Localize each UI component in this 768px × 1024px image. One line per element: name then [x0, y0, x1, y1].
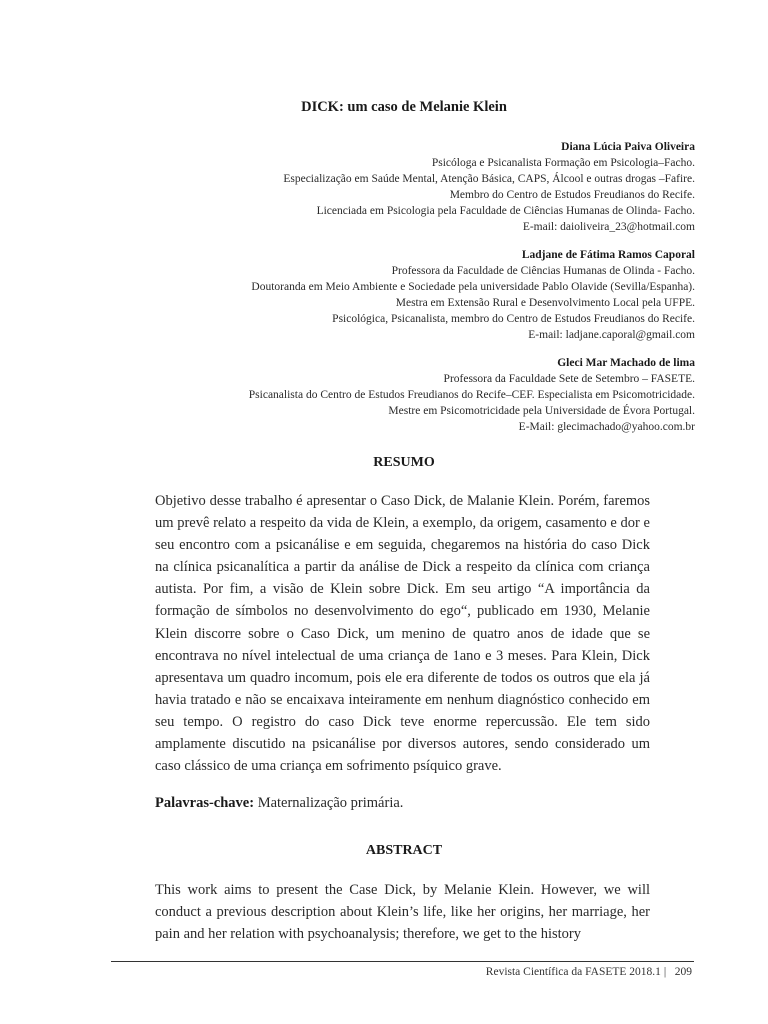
- author-block-2: [249, 247, 695, 343]
- abstract-heading: ABSTRACT: [365, 843, 443, 858]
- author-email: E-mail: daioliveira_23@hotmail.com: [522, 221, 695, 233]
- resumo-body: Objetivo desse trabalho é apresentar o Caso Dick, de Malanie Klein. Porém, faremos um prevê relato a respeito da vida de Klein, a exemplo, da origem, casamento e dor e seu encontro com a psicanálise e em seguida, chegaremos na história do caso Dick na clínica psicanalítica a partir da análise de Dick a respeito da clínica com criança autista. Por fim, a visão de Klein sobre Dick. Em seu artigo “A importância da formação de símbolos no desenvolvimento do ego“, publicado em 1930, Melanie Klein discorre sobre o Caso Dick, um menino de quatro anos de idade que se encontrava no nível intelectual de uma criança de 1ano e 3 meses. Para Klein, Dick apresentava um quadro incomum, pois ele era diferente de todos os outros que ela já havia tratado e não se encaixava inteiramente em nenhum diagnóstico conhecido em seu tempo. O registro do caso Dick teve enorme repercussão. Ele tem sido amplamente discutido na psicanálise por diversos autores, sendo considerado um caso clássico de uma criança em sofrimento psíquico grave.: [155, 493, 650, 775]
- keywords-line: [155, 795, 403, 812]
- author-name: Ladjane de Fátima Ramos Caporal: [521, 249, 695, 261]
- author-affiliation: Especialização em Saúde Mental, Atenção Básica, CAPS, Álcool e outras drogas –Fafire.: [283, 173, 695, 185]
- paper-title: DICK: um caso de Melanie Klein: [301, 99, 507, 115]
- keywords-value: Maternalização primária.: [257, 795, 404, 811]
- author-affiliation: Mestra em Extensão Rural e Desenvolvimento Local pela UFPE.: [395, 297, 695, 309]
- author-affiliation: Licenciada em Psicologia pela Faculdade de Ciências Humanas de Olinda- Facho.: [316, 205, 695, 217]
- author-email: E-Mail: glecimachado@yahoo.com.br: [518, 421, 695, 433]
- author-affiliation: Psicanalista do Centro de Estudos Freudianos do Recife–CEF. Especialista em Psicomotricidade.: [248, 389, 695, 401]
- footer-journal: Revista Científica da FASETE 2018.1: [485, 966, 661, 978]
- author-name: Gleci Mar Machado de lima: [557, 357, 695, 369]
- author-affiliation: Psicóloga e Psicanalista Formação em Psicologia–Facho.: [431, 157, 695, 169]
- page-number: 209: [674, 966, 692, 978]
- author-email: E-mail: ladjane.caporal@gmail.com: [528, 329, 695, 341]
- keywords-label: Palavras-chave:: [155, 795, 255, 811]
- footer-rule: [111, 961, 694, 962]
- footer-separator: |: [663, 966, 667, 978]
- page-footer: [486, 966, 692, 978]
- author-name: Diana Lúcia Paiva Oliveira: [561, 141, 695, 153]
- author-affiliation: Professora da Faculdade de Ciências Humanas de Olinda - Facho.: [391, 265, 695, 277]
- author-list: [249, 139, 695, 447]
- author-affiliation: Psicológica, Psicanalista, membro do Centro de Estudos Freudianos do Recife.: [332, 313, 695, 325]
- author-block-1: [249, 139, 695, 235]
- author-block-3: [249, 355, 695, 435]
- author-affiliation: Mestre em Psicomotricidade pela Universidade de Évora Portugal.: [388, 405, 695, 417]
- author-affiliation: Professora da Faculdade Sete de Setembro – FASETE.: [443, 373, 695, 385]
- abstract-body: This work aims to present the Case Dick, by Melanie Klein. However, we will conduct a previous description about Klein’s life, like her origins, her marriage, her pain and her relation with psychoanalysis; therefore, we get to the history: [155, 882, 650, 943]
- resumo-heading: RESUMO: [373, 455, 435, 470]
- author-affiliation: Membro do Centro de Estudos Freudianos do Recife.: [449, 189, 695, 201]
- author-affiliation: Doutoranda em Meio Ambiente e Sociedade pela universidade Pablo Olavide (Sevilla/Espanha).: [251, 281, 695, 293]
